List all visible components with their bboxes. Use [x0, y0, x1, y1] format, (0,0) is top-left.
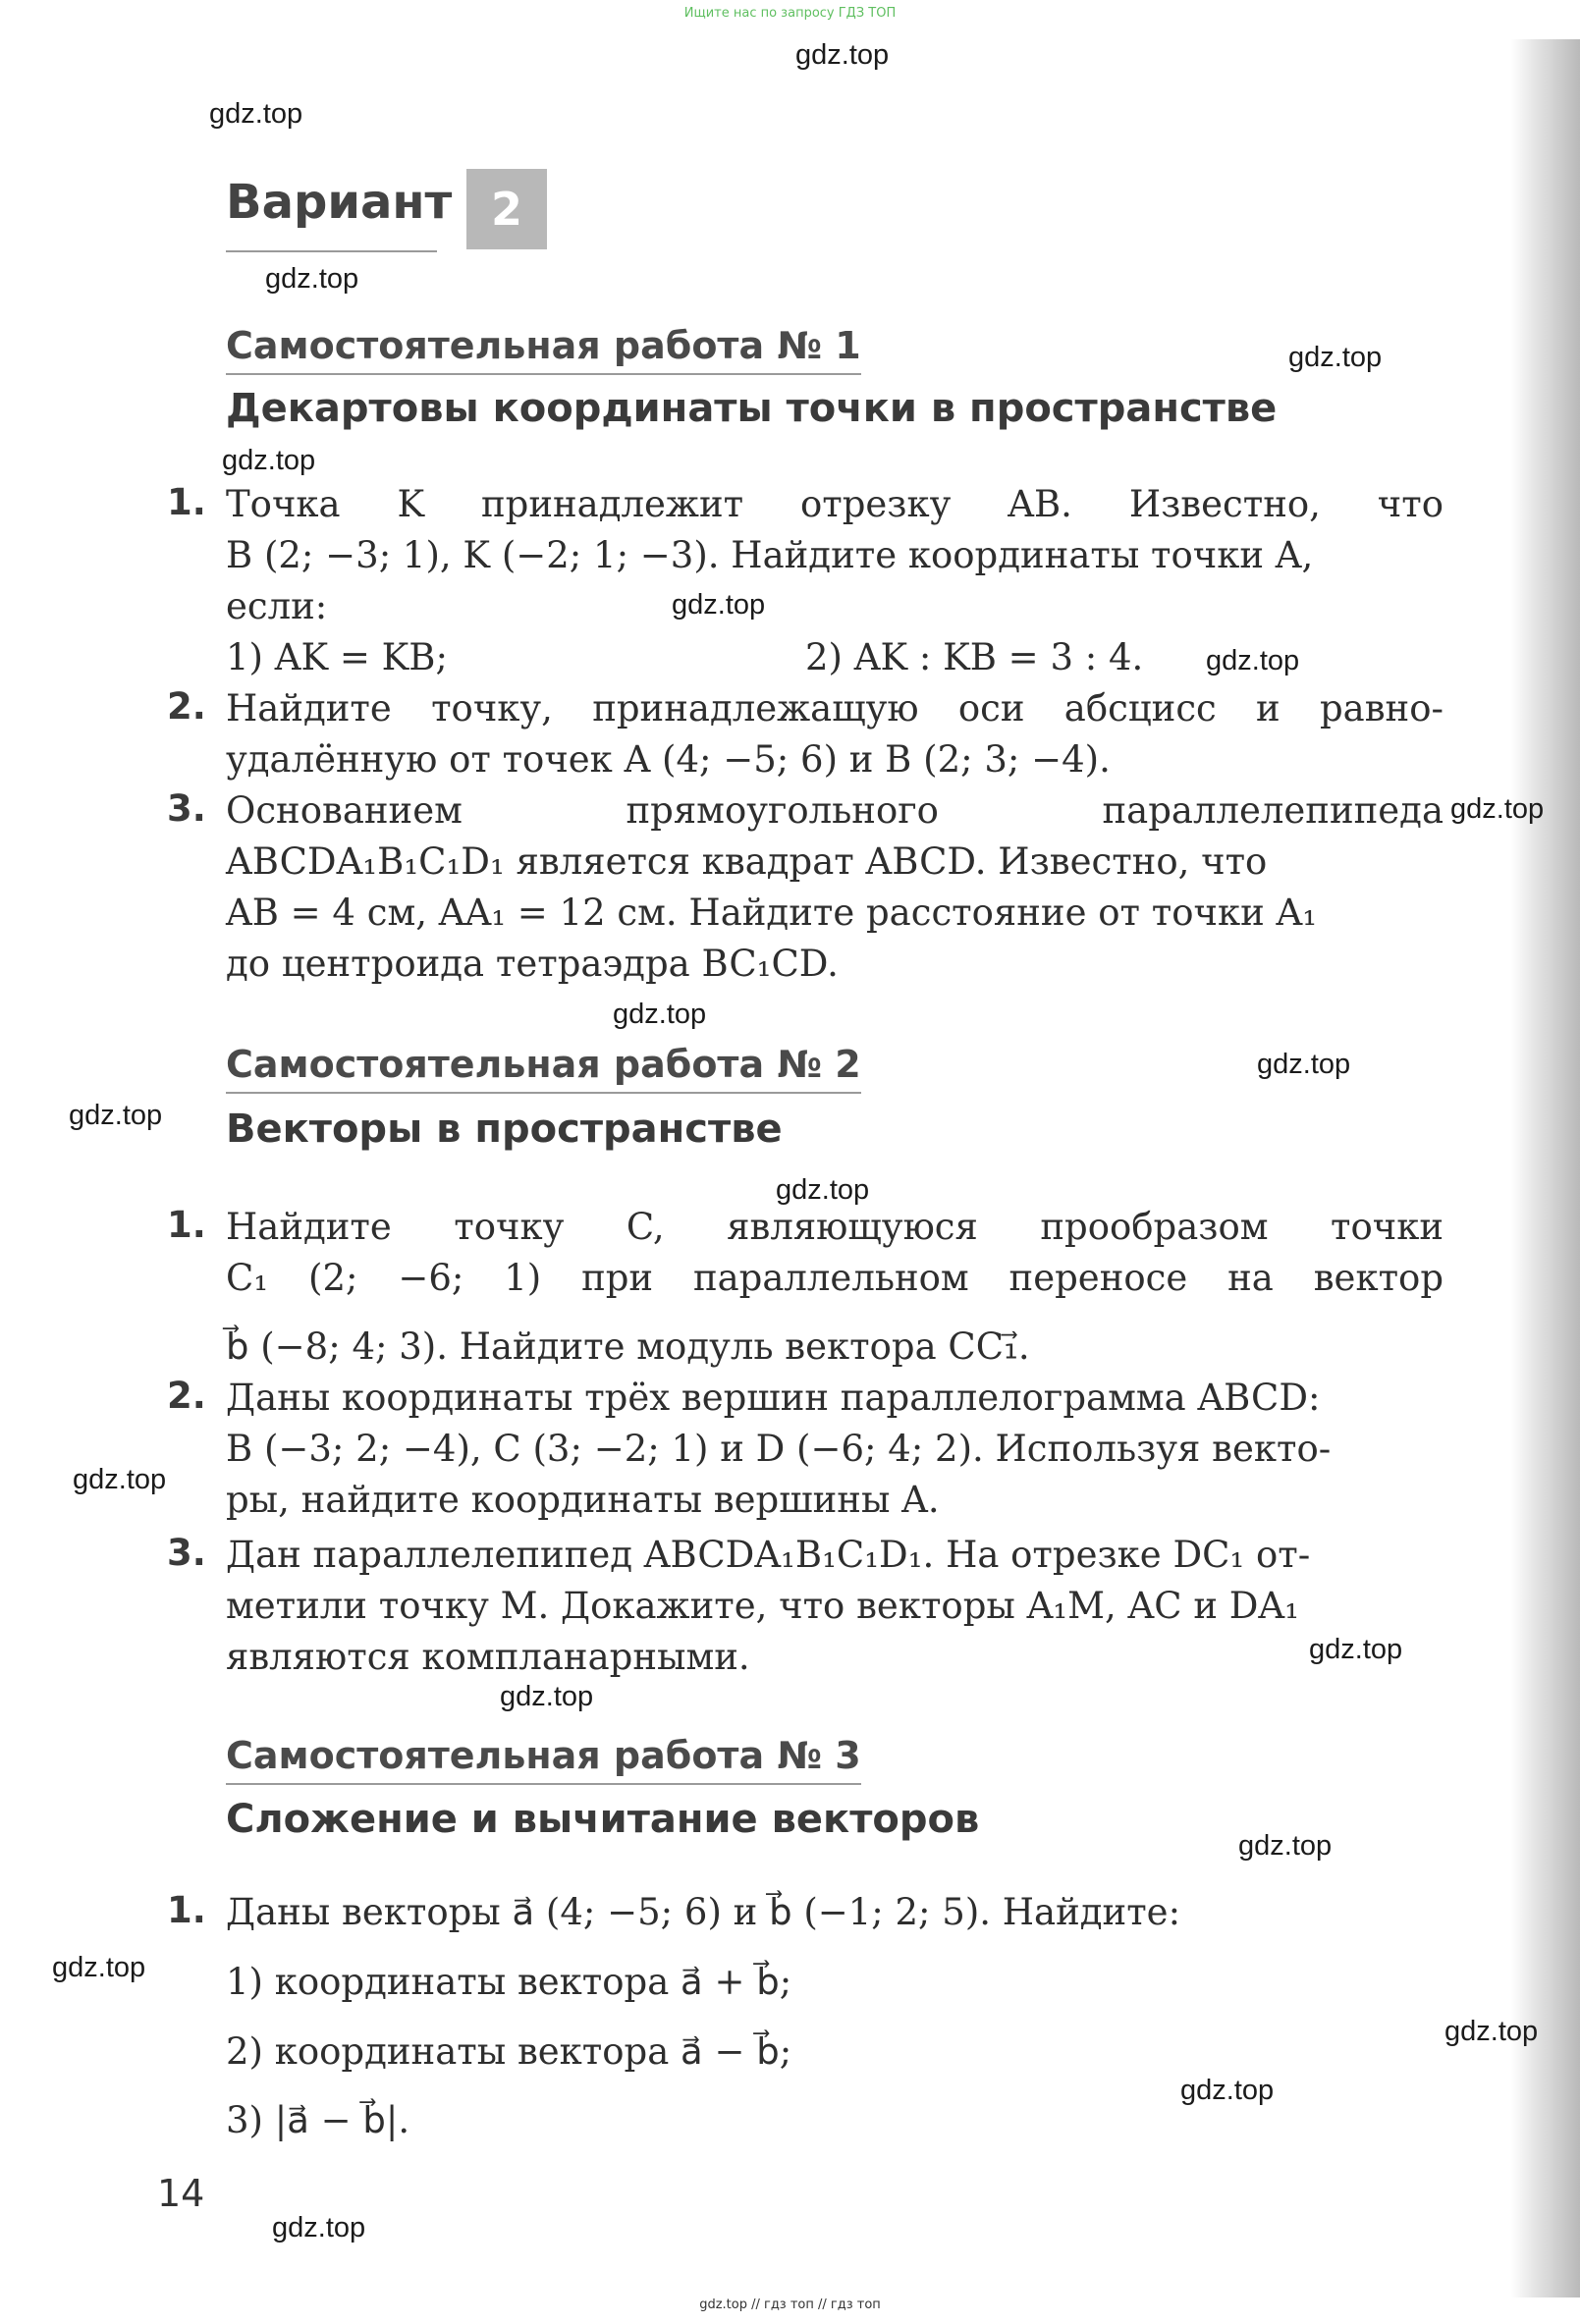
work-topic: Векторы в пространстве — [226, 1107, 783, 1152]
watermark: gdz.top — [1288, 342, 1383, 373]
task-line: B (2; −3; 1), K (−2; 1; −3). Найдите координаты точки A, — [226, 534, 1314, 576]
watermark: gdz.top — [613, 999, 707, 1030]
task-line: Точка K принадлежит отрезку AB. Известно, что — [226, 483, 1444, 525]
watermark: gdz.top — [222, 445, 316, 476]
watermark: gdz.top — [209, 98, 303, 130]
work-topic: Декартовы координаты точки в пространстве — [226, 386, 1278, 431]
watermark: gdz.top — [52, 1952, 146, 1983]
variant-underline — [226, 250, 437, 252]
task-line: Дан параллелепипед ABCDA₁B₁C₁D₁. На отрезке DC₁ от- — [226, 1534, 1311, 1576]
task-line: Даны векторы a⃗ (4; −5; 6) и b⃗ (−1; 2; 5). Найдите: — [226, 1891, 1181, 1933]
page-number: 14 — [157, 2172, 205, 2215]
task-line: если: — [226, 585, 328, 627]
task-line: Найдите точку C, являющуюся прообразом точки — [226, 1206, 1444, 1248]
task-number: 1. — [167, 481, 206, 523]
variant-number: 2 — [466, 169, 547, 249]
work-title: Самостоятельная работа № 2 — [226, 1043, 861, 1094]
watermark: gdz.top — [69, 1100, 163, 1131]
work-title: Самостоятельная работа № 3 — [226, 1734, 861, 1785]
watermark: gdz.top — [795, 39, 890, 71]
task-line: являются компланарными. — [226, 1636, 750, 1678]
task-line: C₁ (2; −6; 1) при параллельном переносе на вектор — [226, 1257, 1444, 1299]
task-line: удалённую от точек A (4; −5; 6) и B (2; 3; −4). — [226, 738, 1111, 781]
task-line: ABCDA₁B₁C₁D₁ является квадрат ABCD. Известно, что — [226, 840, 1268, 883]
watermark: gdz.top — [672, 589, 766, 621]
book-spine-shadow — [1511, 39, 1580, 2297]
task-line: b⃗ (−8; 4; 3). Найдите модуль вектора CC₁⃗. — [226, 1325, 1030, 1368]
watermark: gdz.top — [73, 1464, 167, 1495]
task-number: 1. — [167, 1204, 206, 1246]
watermark: gdz.top — [1180, 2075, 1275, 2106]
watermark: gdz.top — [1238, 1830, 1333, 1862]
task-line: ры, найдите координаты вершины A. — [226, 1479, 940, 1521]
footer-links: gdz.top // гдз топ // гдз топ — [699, 2297, 881, 2312]
watermark: gdz.top — [1257, 1049, 1351, 1080]
watermark: gdz.top — [1206, 645, 1300, 676]
work-topic: Сложение и вычитание векторов — [226, 1797, 980, 1842]
task-line: 1) координаты вектора a⃗ + b⃗; — [226, 1961, 792, 2003]
task-line: AB = 4 см, AA₁ = 12 см. Найдите расстояние от точки A₁ — [226, 892, 1318, 934]
watermark: gdz.top — [1450, 793, 1545, 825]
task-subitem: 1) AK = KB; — [226, 636, 448, 678]
watermark: gdz.top — [776, 1174, 870, 1206]
watermark: gdz.top — [272, 2212, 366, 2243]
task-line: Найдите точку, принадлежащую оси абсцисс и равно- — [226, 687, 1444, 730]
watermark: gdz.top — [265, 263, 359, 295]
task-number: 3. — [167, 1532, 206, 1574]
task-number: 2. — [167, 1375, 206, 1417]
watermark: gdz.top — [1309, 1634, 1403, 1665]
task-number: 3. — [167, 787, 206, 830]
task-subitem: 2) AK : KB = 3 : 4. — [805, 636, 1144, 678]
task-line: 3) |a⃗ − b⃗|. — [226, 2099, 410, 2141]
watermark: gdz.top — [500, 1681, 594, 1712]
work-title: Самостоятельная работа № 1 — [226, 324, 861, 375]
task-number: 2. — [167, 685, 206, 728]
task-line: до центроида тетраэдра BC₁CD. — [226, 943, 839, 985]
header-banner: Ищите нас по запросу ГДЗ ТОП — [683, 6, 897, 21]
task-line: B (−3; 2; −4), C (3; −2; 1) и D (−6; 4; 2). Используя векто- — [226, 1428, 1332, 1470]
task-line: Даны координаты трёх вершин параллелограмма ABCD: — [226, 1377, 1321, 1419]
task-number: 1. — [167, 1889, 206, 1931]
variant-label: Вариант — [226, 175, 453, 230]
task-line: Основанием прямоугольного параллелепипеда — [226, 789, 1444, 832]
watermark: gdz.top — [1444, 2016, 1539, 2047]
task-line: метили точку M. Докажите, что векторы A₁M, AC и DA₁ — [226, 1585, 1299, 1627]
task-line: 2) координаты вектора a⃗ − b⃗; — [226, 2030, 792, 2073]
